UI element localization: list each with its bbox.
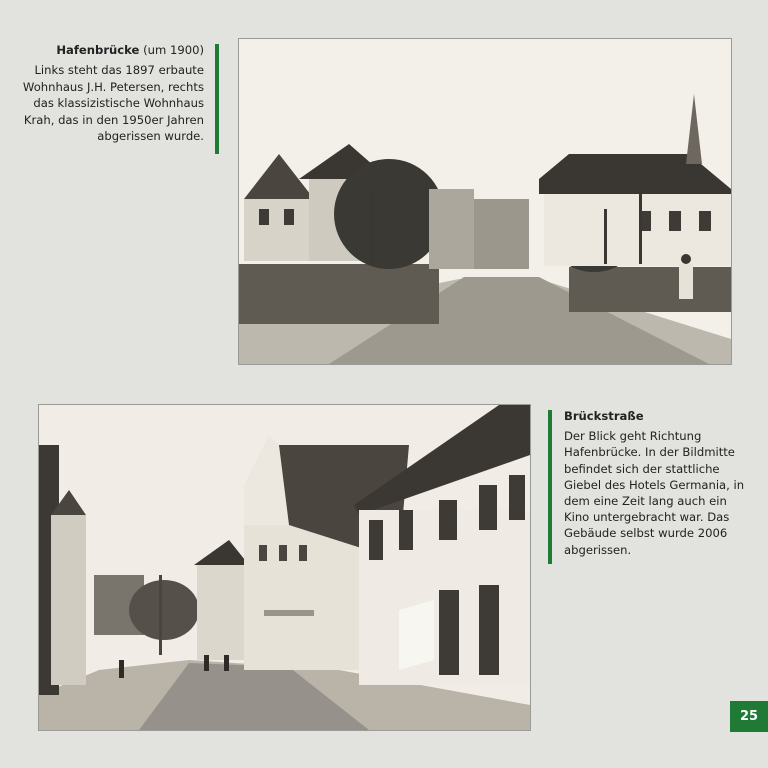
caption-body: Der Blick geht Richtung Hafenbrücke. In der Bildmitte befindet sich der stattliche Giebel des Hotels Germania, in dem eine Zeit lang auch ein Kino untergebracht war. Das Gebäude selbst wurde 2006 abgerissen.	[564, 429, 745, 557]
page-number: 25	[730, 701, 768, 732]
photo-hafenbruecke	[238, 38, 732, 365]
caption-hafenbruecke	[20, 42, 204, 144]
caption-subtitle: (um 1900)	[143, 43, 204, 57]
historic-photo-street	[39, 405, 530, 730]
caption-heading	[20, 42, 204, 58]
caption-body: Links steht das 1897 erbaute Wohnhaus J.H. Petersen, rechts das klassizistische Wohnhaus Krah, das in den 1950er Jahren abgerissen wurde.	[22, 63, 204, 144]
historic-photo-bridge	[239, 39, 731, 364]
caption-title: Brückstraße	[564, 409, 644, 423]
photo-brueckstrasse	[38, 404, 531, 731]
caption-brueckstrasse	[564, 408, 754, 558]
caption-title: Hafenbrücke	[56, 43, 140, 57]
accent-bar	[215, 44, 219, 154]
accent-bar	[548, 410, 552, 564]
